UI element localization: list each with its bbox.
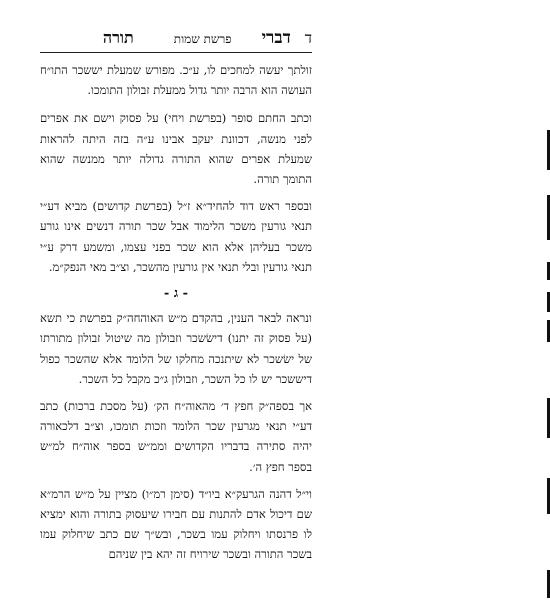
book-title: דברי — [261, 28, 291, 48]
parsha-name: פרשת שמות — [173, 32, 232, 46]
paragraph: וכתב החתם סופר (בפרשת ויחי) על פסוק וישם את אפרים לפני מנשה, דכוונת יעקב אבינו ע״ה בזה היתה להראות שמעלת אפרים שהוא התורה גדולה יותר ממנשה שהוא התומך תורה. — [40, 111, 312, 187]
running-header — [40, 28, 312, 50]
paragraph: וי״ל דהנה הגרעק״א ביו״ד (סימן רמ״ו) מציין על מ״ש הרמ״א שם דיכול אדם להתנות עם חבירו שיעסוק בתורה והוא ימציא לו פרנסתו ויחלוק עמו בשכר, ובש״ך שם כתב שיחלוק עמו בשכר התורה ובשכר שירויח זה יהא בין שניהם — [40, 486, 312, 562]
paragraph: זולתך יעשה למחכים לו, ע״כ. מפורש שמעלת יששכר התו״ח העושה הוא הרבה יותר גדול ממעלת זבולון התומכו. — [40, 63, 312, 98]
page-number: ד — [304, 29, 312, 47]
paragraph: ובספר ראש דוד להחיד״א ז״ל (בפרשת קדושים) מביא דע״י תנאי גורעין משכר הלימוד אבל שכר תורה דנשים אינו גורע משכר בעליהן אלא הוא שכר בפני עצמו, ומשמע דרק ע״י תנאי גורעין ובלי תנאי אין גורעין מהשכר, וצ״ב מאי הנפק״מ. — [40, 199, 312, 274]
paragraph: ונראה לבאר הענין, בהקדם מ״ש האוהחה״ק בפרשת כי תשא (על פסוק זה יתנו) דישׂשכר וזבולון מה שיטול זבולון מתורתו של ישׂשכר לא שיתנכה מחלקו של הלומד אלא שהשכר כפול דיששכר יש לו כל השכר, וזבולון ג״כ מקבל כל השכר. — [40, 311, 312, 386]
paragraph: אך בספה״ק חפץ ד׳ מהאוה״ח הק׳ (על מסכת ברכות) כתב דע״י תנאי מגרעין שכר הלומד וזכות תומכו, וצ״ב דלכאורה יהיה סתירה בדבריו הקדושים וממ״ש בספר אוה״ח למ״ש בספר חפץ ה׳. — [40, 399, 312, 474]
sefer-name: תורה — [102, 28, 134, 47]
page-edge-marks — [544, 0, 550, 600]
section-marker: - ג - — [163, 286, 189, 302]
body-text — [40, 60, 312, 572]
header-rule — [40, 52, 312, 53]
